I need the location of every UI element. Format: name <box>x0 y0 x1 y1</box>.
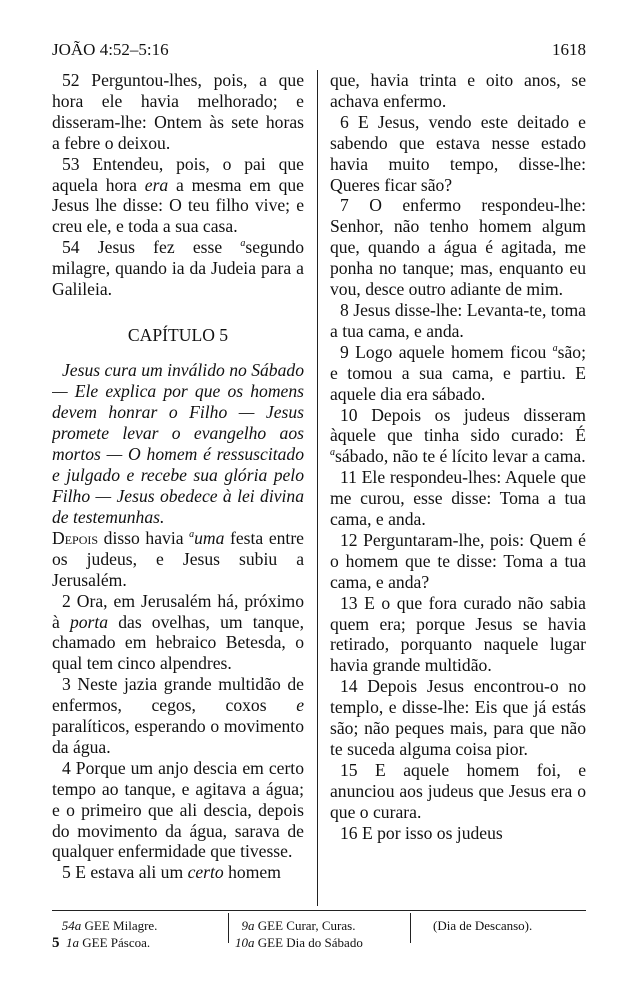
footnote-marker[interactable]: a <box>330 447 335 459</box>
verse-2: 2 Ora, em Jerusalém há, próximo à porta das ovelhas, um tanque, chamado em hebraico Betesda, o qual tem cinco alpendres. <box>52 590 304 674</box>
verse-3: 3 Neste jazia grande multidão de enfermos, cegos, coxos e paralíticos, esperando o movimento da água. <box>52 674 304 757</box>
page-number: 1618 <box>552 40 586 59</box>
footnote-5-1a[interactable]: 5 1a GEE Páscoa. <box>52 935 151 951</box>
verse-52: 52 Perguntou-lhes, pois, a que hora ele havia melhorado; e disseram-lhe: Ontem às sete horas a febre o deixou. <box>52 70 304 153</box>
footnote-9a[interactable]: 9a GEE Curar, Curas. <box>241 918 356 933</box>
footnote-marker[interactable]: a <box>189 529 195 541</box>
footnote-separator <box>228 913 229 943</box>
chapter-summary: Jesus cura um inválido no Sábado — Ele explica por que os homens devem honrar o Filho — Jesus promete levar o evangelho aos mortos — O homem é ressuscitado e julgado e recebe sua glória pelo Filho — Jesus obedece à lei divina de testemunhas. <box>52 359 304 527</box>
footnote-10a-continued: (Dia de Descanso). <box>433 918 533 933</box>
verse-14: 14 Depois Jesus encontrou-o no templo, e disse-lhe: Eis que já estás são; não peques mais, para que não te suceda alguma coisa pior. <box>330 676 586 759</box>
verse-15: 15 E aquele homem foi, e anunciou aos judeus que Jesus era o que o curara. <box>330 759 586 822</box>
footnotes-column-2 <box>235 917 405 951</box>
footnote-rule <box>52 910 586 911</box>
left-column <box>52 70 304 905</box>
footnotes-column-1 <box>52 917 222 952</box>
verse-5: 5 E estava ali um certo homem <box>62 862 281 883</box>
footnote-separator <box>410 913 411 943</box>
footnotes-column-3 <box>420 917 590 934</box>
column-divider <box>317 70 318 906</box>
verse-54: 54 Jesus fez esse $^a$segundo milagre, quando ia da Judeia para a Galileia. <box>52 237 304 300</box>
verse-53: 53 Entendeu, pois, o pai que aquela hora era a mesma em que Jesus lhe disse: O teu filho vive; e creu ele, e toda a sua casa. <box>52 153 304 237</box>
running-head: JOÃO 4:52–5:16 <box>52 40 169 59</box>
verse-8: 8 Jesus disse-lhe: Levanta-te, toma a tua cama, e anda. <box>330 299 586 341</box>
footnote-marker[interactable]: a <box>240 238 246 250</box>
footnote-54a[interactable]: 54a GEE Milagre. <box>61 918 158 933</box>
footnote-10a[interactable]: 10a GEE Dia do Sábado <box>235 935 363 950</box>
verse-13: 13 E o que fora curado não sabia quem era; porque Jesus se havia retirado, porquanto naquele lugar havia grande multidão. <box>330 592 586 676</box>
verse-10: 10 Depois os judeus disseram àquele que tinha sido curado: É $^a$sábado, não te é lícito levar a cama. <box>330 404 586 467</box>
footnote-marker[interactable]: a <box>552 342 558 354</box>
verse-4: 4 Porque um anjo descia em certo tempo ao tanque, e agitava a água; e o primeiro que ali descia, depois do movimento da água, sarava de qualquer enfermidade que tivesse. <box>52 757 304 862</box>
verse-1: Depois disso havia $^a$uma festa entre os judeus, e Jesus subiu a Jerusalém. <box>52 527 304 590</box>
verse-12: 12 Perguntaram-lhe, pois: Quem é o homem que te disse: Toma a tua cama, e anda? <box>330 529 586 592</box>
chapter-heading: CAPÍTULO 5 <box>127 324 229 345</box>
verse-7: 7 O enfermo respondeu-lhe: Senhor, não tenho homem algum que, quando a água é agitada, me ponha no tanque; mas, enquanto eu vou, desce outro adiante de mim. <box>330 195 586 300</box>
verse-9: 9 Logo aquele homem ficou $^a$são; e tomou a sua cama, e partiu. E aquele dia era sábado. <box>330 341 586 404</box>
right-column <box>330 70 586 905</box>
verse-6: 6 E Jesus, vendo este deitado e sabendo que estava nesse estado havia muito tempo, disse-lhe: Queres ficar são? <box>330 111 586 195</box>
verse-5-continued: que, havia trinta e oito anos, se achava enfermo. <box>330 70 586 111</box>
page-header <box>52 40 586 64</box>
verse-16: 16 E por isso os judeus <box>340 822 503 843</box>
verse-11: 11 Ele respondeu-lhes: Aquele que me curou, esse disse: Toma a tua cama, e anda. <box>330 467 586 530</box>
